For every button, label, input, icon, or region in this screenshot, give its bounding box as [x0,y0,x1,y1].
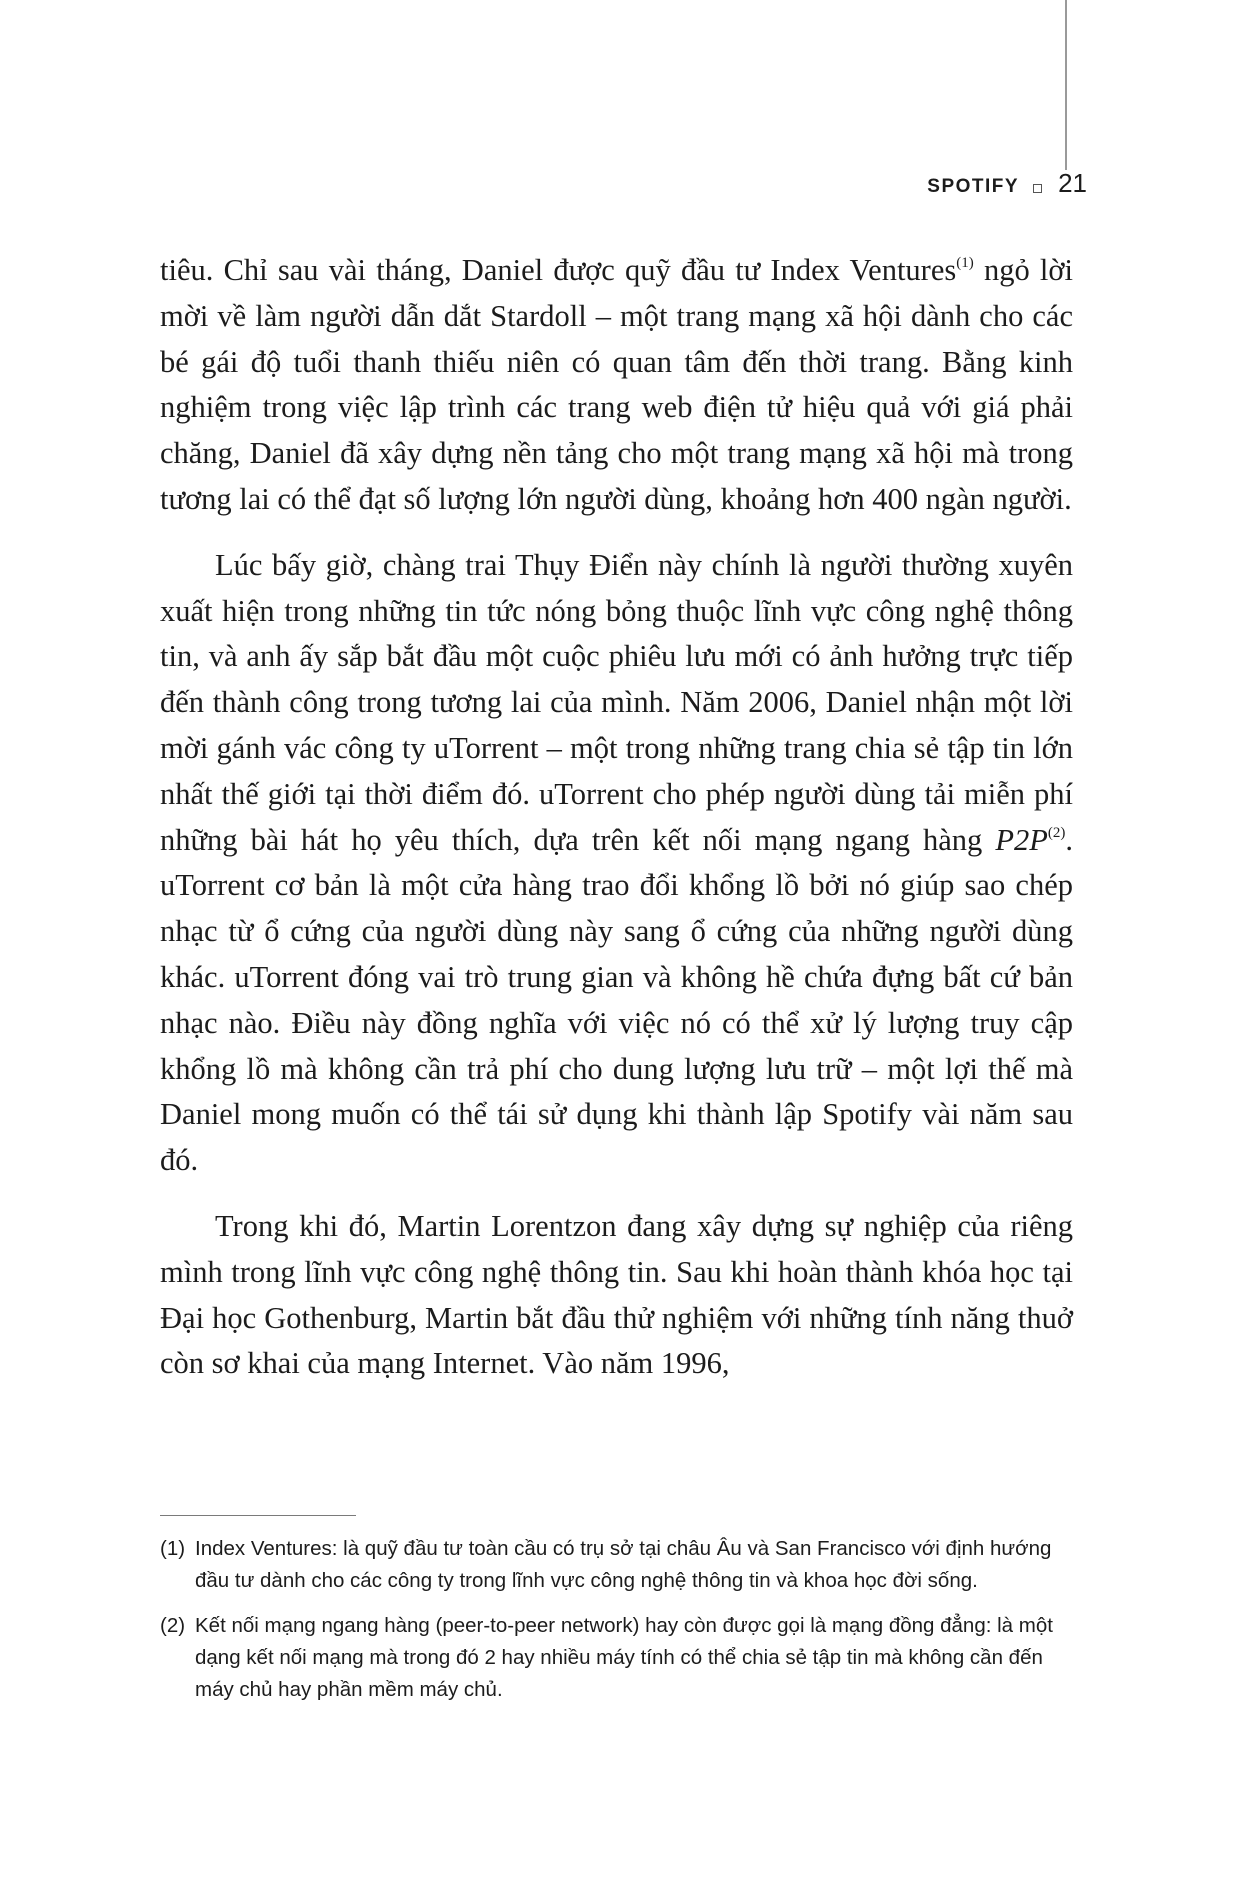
footnote-text: Index Ventures: là quỹ đầu tư toàn cầu có trụ sở tại châu Âu và San Francisco với định hướng đầu tư dành cho các công ty trong lĩnh vực công nghệ thông tin và khoa học đời sống. [195,1537,1052,1592]
paragraph-2-text-a: Lúc bấy giờ, chàng trai Thụy Điển này chính là người thường xuyên xuất hiện trong những tin tức nóng bỏng thuộc lĩnh vực công nghệ thông tin, và anh ấy sắp bắt đầu một cuộc phiêu lưu mới có ảnh hưởng trực tiếp đến thành công trong tương lai của mình. Năm 2006, Daniel nhận một lời mời gánh vác công ty uTorrent – một trong những trang chia sẻ tập tin lớn nhất thế giới tại thời điểm đó. uTorrent cho phép người dùng tải miễn phí những bài hát họ yêu thích, dựa trên kết nối mạng ngang hàng [160,547,1073,857]
paragraph-1-text-a: tiêu. Chỉ sau vài tháng, Daniel được quỹ đầu tư Index Ventures [160,253,957,287]
footnote-text: Kết nối mạng ngang hàng (peer-to-peer network) hay còn được gọi là mạng đồng đẳng: là một dạng kết nối mạng mà trong đó 2 hay nhiều máy tính có thể chia sẻ tập tin mà không cần đến máy chủ hay phần mềm máy chủ. [195,1614,1053,1701]
p2p-term: P2P [995,822,1048,857]
paragraph-1 [160,248,1073,523]
header-separator-icon [1033,184,1042,193]
gutter-rule [1065,0,1067,170]
footnote-ref-1: (1) [956,255,974,271]
footnote-divider [160,1515,356,1516]
page-header [927,168,1087,199]
footnote-marker: (1) [160,1537,186,1560]
footnote-marker: (2) [160,1614,186,1637]
footnotes [160,1533,1073,1719]
page-number: 21 [1058,168,1087,198]
footnote-2 [160,1610,1073,1706]
paragraph-2-text-b: . uTorrent cơ bản là một cửa hàng trao đổi khổng lồ bởi nó giúp sao chép nhạc từ ổ cứng của người dùng này sang ổ cứng của những người dùng khác. uTorrent đóng vai trò trung gian và không hề chứa đựng bất cứ bản nhạc nào. Điều này đồng nghĩa với việc nó có thể xử lý lượng truy cập khổng lồ mà không cần trả phí cho dung lượng lưu trữ – một lợi thế mà Daniel mong muốn có thể tái sử dụng khi thành lập Spotify vài năm sau đó. [160,822,1073,1178]
footnote-ref-2: (2) [1047,824,1066,841]
footnote-1 [160,1533,1073,1597]
running-title: SPOTIFY [927,176,1020,197]
paragraph-3: Trong khi đó, Martin Lorentzon đang xây dựng sự nghiệp của riêng mình trong lĩnh vực công nghệ thông tin. Sau khi hoàn thành khóa học tại Đại học Gothenburg, Martin bắt đầu thử nghiệm với những tính năng thuở còn sơ khai của mạng Internet. Vào năm 1996, [160,1208,1073,1381]
paragraph-1-text-b: ngỏ lời mời về làm người dẫn dắt Stardoll – một trang mạng xã hội dành cho các bé gái độ tuổi thanh thiếu niên có quan tâm đến thời trang. Bằng kinh nghiệm trong việc lập trình các trang web điện tử hiệu quả với giá phải chăng, Daniel đã xây dựng nền tảng cho một trang mạng xã hội mà trong tương lai có thể đạt số lượng lớn người dùng, khoảng hơn 400 ngàn người. [160,253,1074,516]
body-text [160,248,1073,1407]
paragraph-2 [160,543,1073,1184]
